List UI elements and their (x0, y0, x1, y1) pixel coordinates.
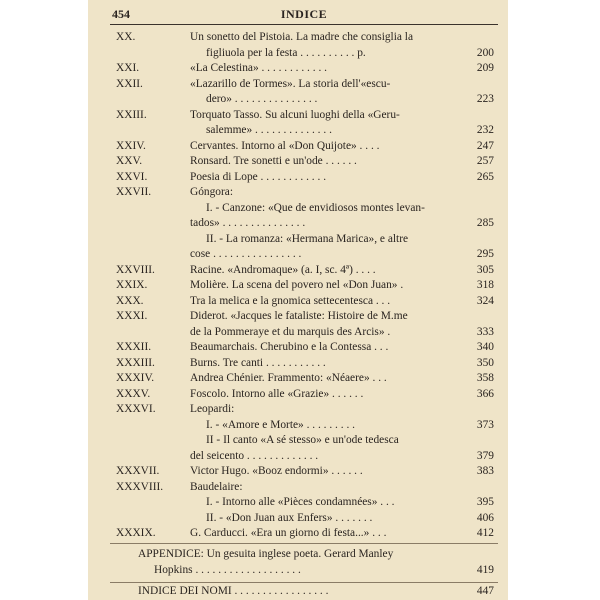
entry-page: 373 (476, 418, 494, 431)
entry-title: salemme» . . . . . . . . . . . . . . (206, 124, 332, 136)
toc-entry (110, 30, 498, 46)
entry-number: XXXVII. (116, 465, 160, 477)
entry-title: dero» . . . . . . . . . . . . . . . (206, 93, 318, 105)
entry-page: 232 (476, 124, 494, 136)
entry-title: I. - «Amore e Morte» . . . . . . . . . (206, 418, 355, 431)
entry-title: Andrea Chénier. Frammento: «Néaere» . . . (190, 372, 387, 384)
index-label: INDICE DEI NOMI . . . . . . . . . . . . . . . . . (138, 585, 329, 597)
toc-entry (110, 526, 498, 542)
entry-number: XX. (116, 31, 136, 43)
entry-title: cose . . . . . . . . . . . . . . . . (190, 248, 302, 260)
entry-number: XXX. (116, 294, 144, 307)
toc-entry (110, 464, 498, 480)
entry-number: XXIV. (116, 139, 146, 152)
entry-number: XXI. (116, 62, 140, 74)
entry-page: 257 (476, 155, 494, 167)
toc-entry (110, 480, 498, 496)
toc-entry (110, 418, 498, 434)
toc-entry (110, 216, 498, 232)
toc-entry (110, 201, 498, 217)
entry-page: 247 (476, 139, 494, 152)
entry-title: II - Il canto «A sé stesso» e un'ode tedesca (206, 434, 399, 446)
entry-page: 366 (476, 387, 494, 400)
header-rule (110, 24, 498, 25)
toc-entry (110, 77, 498, 93)
entry-number: XXIII. (116, 108, 147, 121)
entry-page: 285 (476, 217, 494, 229)
entry-number: XXXIII. (116, 356, 155, 369)
entry-title: «La Celestina» . . . . . . . . . . . . (190, 62, 327, 74)
entry-page: 358 (476, 372, 494, 384)
entry-title: I. - Canzone: «Que de envidiosos montes levan- (206, 201, 425, 214)
entry-page: 406 (476, 511, 494, 524)
entry-title: Góngora: (190, 186, 234, 198)
appendix-line-2: Hopkins . . . . . . . . . . . . . . . . . . . (154, 563, 301, 576)
appendix-line-1: APPENDICE: Un gesuita inglese poeta. Gerard Manley (138, 548, 394, 560)
toc-entry (110, 371, 498, 387)
toc-entry (110, 278, 498, 294)
entry-title: Torquato Tasso. Su alcuni luoghi della «Geru- (190, 108, 400, 121)
entry-title: Ronsard. Tre sonetti e un'ode . . . . . . (190, 155, 357, 167)
entry-title: II. - La romanza: «Hermana Marica», e altre (206, 232, 409, 245)
entry-page: 318 (476, 279, 494, 291)
entry-title: Leopardi: (190, 403, 235, 415)
entry-page: 383 (476, 465, 494, 477)
index-page: 447 (476, 585, 494, 597)
toc-entry (110, 495, 498, 511)
entry-number: XXXVI. (116, 403, 156, 415)
entry-page: 395 (476, 496, 494, 508)
entry-number: XXXIV. (116, 372, 155, 384)
entry-title: I. - Intorno alle «Pièces condamnées» . . . (206, 496, 395, 508)
toc-entry (110, 356, 498, 372)
entry-title: Cervantes. Intorno al «Don Quijote» . . . . (190, 139, 380, 152)
entry-number: XXIX. (116, 279, 148, 291)
entry-title: Racine. «Andromaque» (a. I, sc. 4ª) . . . . (190, 263, 376, 276)
page-header (112, 7, 496, 21)
appendix-entry (110, 547, 498, 578)
toc-entry (110, 154, 498, 170)
entry-title: tados» . . . . . . . . . . . . . . . (190, 217, 306, 229)
appendix-divider (110, 543, 498, 544)
entry-page: 223 (476, 93, 494, 105)
entry-page: 324 (476, 294, 494, 307)
toc-entry (110, 92, 498, 108)
entry-title: Baudelaire: (190, 480, 243, 493)
entry-title: Victor Hugo. «Booz endormi» . . . . . . (190, 465, 363, 477)
toc-entry (110, 340, 498, 356)
toc-entry (110, 61, 498, 77)
toc-entry (110, 402, 498, 418)
entry-title: Beaumarchais. Cherubino e la Contessa . . . (190, 341, 389, 353)
entry-page: 305 (476, 263, 494, 276)
entry-number: XXXVIII. (116, 480, 164, 493)
entry-number: XXVII. (116, 186, 152, 198)
entry-page: 412 (476, 527, 494, 539)
toc-entry (110, 387, 498, 403)
entry-title: Un sonetto del Pistoia. La madre che consiglia la (190, 31, 414, 43)
entry-page: 350 (476, 356, 494, 369)
entry-title: II. - «Don Juan aux Enfers» . . . . . . . (206, 511, 373, 524)
toc-entry (110, 46, 498, 62)
toc-entry (110, 325, 498, 341)
toc-entry (110, 263, 498, 279)
entry-number: XXII. (116, 77, 143, 90)
entry-title: Burns. Tre canti . . . . . . . . . . . (190, 356, 326, 369)
entry-number: XXXIX. (116, 527, 156, 539)
entry-page: 340 (476, 341, 494, 353)
toc-entry (110, 511, 498, 527)
toc-entry (110, 433, 498, 449)
entry-page: 295 (476, 248, 494, 260)
table-of-contents (110, 30, 498, 542)
entry-number: XXVIII. (116, 263, 155, 276)
entry-number: XXXI. (116, 310, 148, 322)
entry-number: XXVI. (116, 170, 148, 183)
index-divider (110, 582, 498, 583)
entry-page: 379 (476, 449, 494, 462)
entry-page: 333 (476, 325, 494, 338)
entry-title: figliuola per la festa . . . . . . . . . . p. (206, 46, 366, 59)
toc-entry (110, 108, 498, 124)
entry-page: 200 (476, 46, 494, 59)
entry-title: Molière. La scena del povero nel «Don Juan» . (190, 279, 404, 291)
entry-title: Poesia di Lope . . . . . . . . . . . . (190, 170, 327, 183)
entry-title: «Lazarillo de Tormes». La storia dell'«escu- (190, 77, 391, 90)
toc-entry (110, 294, 498, 310)
entry-title: Tra la melica e la gnomica settecentesca . . . (190, 294, 391, 307)
page-title: INDICE (280, 7, 328, 21)
entry-title: de la Pommeraye et du marquis des Arcis» . (190, 325, 391, 338)
page-number: 454 (112, 7, 130, 21)
toc-entry (110, 309, 498, 325)
toc-entry (110, 232, 498, 248)
index-entry (110, 584, 498, 600)
toc-entry (110, 139, 498, 155)
entry-title: G. Carducci. «Era un giorno di festa...» . . . (190, 527, 387, 539)
entry-number: XXXV. (116, 387, 151, 400)
toc-entry (110, 170, 498, 186)
entry-number: XXXII. (116, 341, 152, 353)
entry-number: XXV. (116, 155, 143, 167)
entry-title: Diderot. «Jacques le fataliste: Histoire de M.me (190, 310, 408, 322)
appendix-page: 419 (476, 563, 494, 576)
entry-page: 209 (476, 62, 494, 74)
toc-entry (110, 123, 498, 139)
toc-entry (110, 247, 498, 263)
toc-entry (110, 185, 498, 201)
book-page (88, 0, 508, 600)
entry-title: Foscolo. Intorno alle «Grazie» . . . . . . (190, 387, 364, 400)
entry-page: 265 (476, 170, 494, 183)
entry-title: del seicento . . . . . . . . . . . . . (190, 449, 319, 462)
toc-entry (110, 449, 498, 465)
